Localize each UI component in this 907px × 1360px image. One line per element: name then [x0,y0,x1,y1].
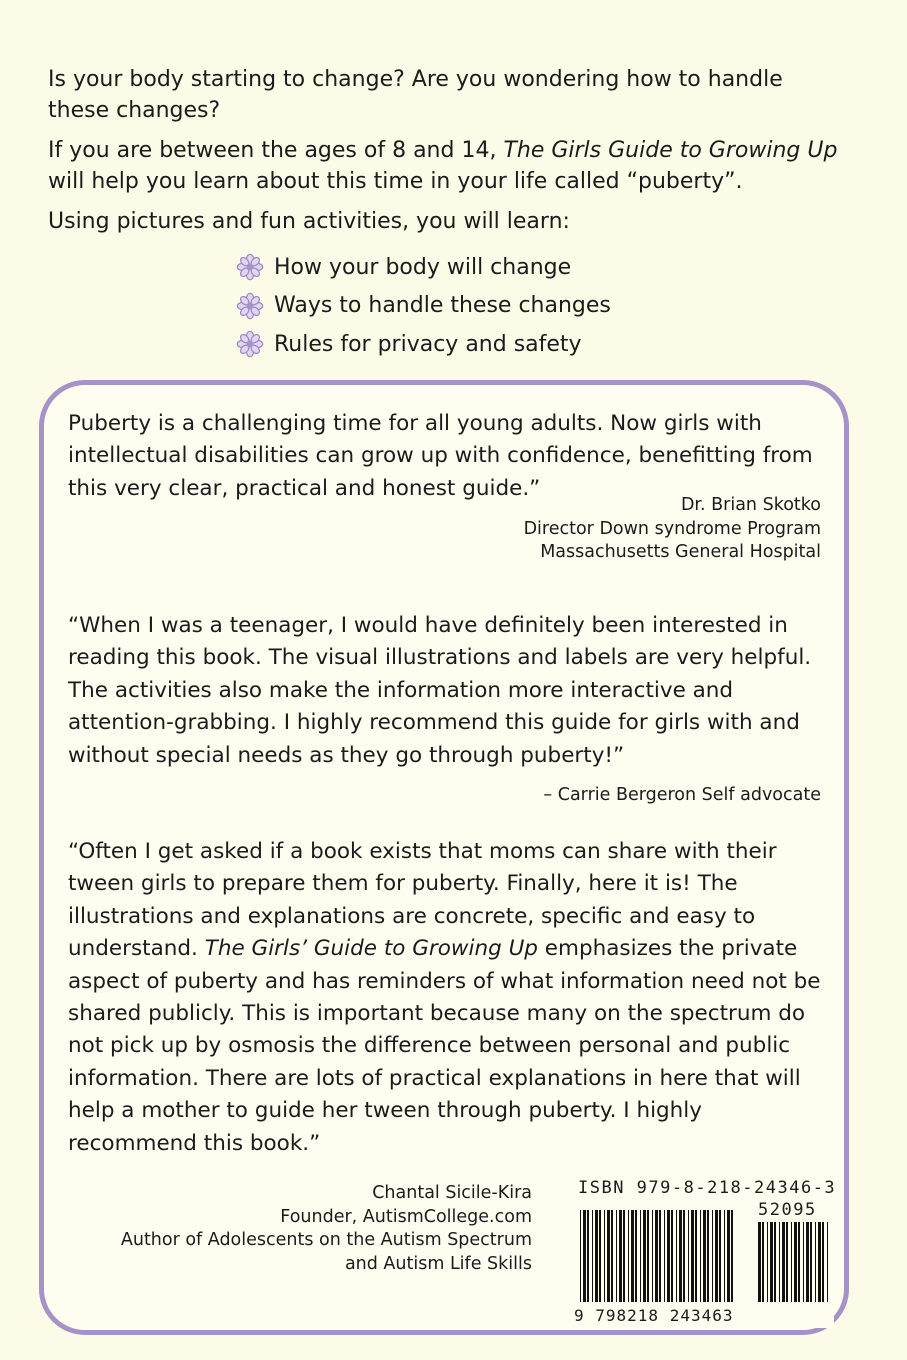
list-item-text: Ways to handle these changes [274,293,611,319]
testimonial-sicile-kira-quote [68,836,828,1160]
attribution-organization: Massachusetts General Hospital [540,542,821,562]
list-item [236,287,611,326]
quote-text: “When I was a teenager, I would have definitely been interested in reading this book. The visual illustrations and labels are very helpful. The activities also make the information more interactive and attention-grabbing. I highly recommend this guide for girls with and without special needs as they go through puberty!” [68,613,812,768]
isbn-barcode [574,1178,837,1328]
quoted-book-title: The Girls’ Guide to Growing Up [204,936,538,962]
quote-text-part: emphasizes the private aspect of puberty and has reminders of what information need not be shared publicly. This is important because many on the spectrum do not pick up by osmosis the difference between personal and public information. There are lots of practical explanations in here that will help a mother to guide her tween through puberty. I highly recommend this book.” [68,936,821,1156]
testimonial-skotko-quote [68,408,828,505]
attribution-name: Chantal Sicile-Kira [372,1183,532,1203]
flower-icon [236,253,264,281]
quote-text: Puberty is a challenging time for all young adults. Now girls with intellectual disabilities can grow up with confidence, benefitting from this very clear, practical and honest guide.” [68,411,813,501]
isbn-label: ISBN 979-8-218-24346-3 [578,1178,837,1198]
list-item [236,248,611,287]
quote-text-part: “Often I get asked if a book exists that moms can share with their tween girls to prepare them for puberty. Finally, here it is! The illustrations and explanations are concrete, specific and easy to understand. [68,839,777,962]
list-item-text: How your body will change [274,254,572,280]
barcode-bars [574,1200,834,1308]
attribution-author-line: and Autism Life Skills [344,1253,532,1274]
intro-text-before-title: If you are between the ages of 8 and 14, [48,138,504,163]
attribution-title: Director Down syndrome Program [523,518,821,539]
intro-paragraph-3: Using pictures and fun activities, you will learn: [48,209,570,234]
list-item [236,325,611,364]
book-title: The Girls Guide to Growing Up [503,138,838,163]
quote-text [68,836,828,1160]
intro-text-after-title: will help you learn about this time in your life called “puberty”. [48,169,743,194]
attribution-author-line: Author of Adolescents on the Autism Spectrum [120,1230,532,1250]
testimonial-sicile-kira-attribution [60,1182,532,1276]
flower-icon [236,330,264,358]
intro-paragraph-2 [48,135,848,197]
testimonial-bergeron-quote [68,610,828,772]
testimonial-skotko-attribution [524,494,821,565]
learning-list [236,248,611,364]
flower-icon [236,292,264,320]
list-item-text: Rules for privacy and safety [274,331,582,357]
attribution-name: – Carrie Bergeron Self advocate [543,785,821,805]
attribution-name: Dr. Brian Skotko [680,495,821,515]
intro-text [48,64,848,246]
ean-digits: 9 798218 243463 [574,1306,734,1325]
attribution-role: Founder, AutismCollege.com [280,1206,532,1227]
intro-paragraph-1: Is your body starting to change? Are you wondering how to handle these changes? [48,67,783,123]
testimonial-bergeron-attribution [543,784,821,808]
price-code: 52095 [758,1200,817,1220]
